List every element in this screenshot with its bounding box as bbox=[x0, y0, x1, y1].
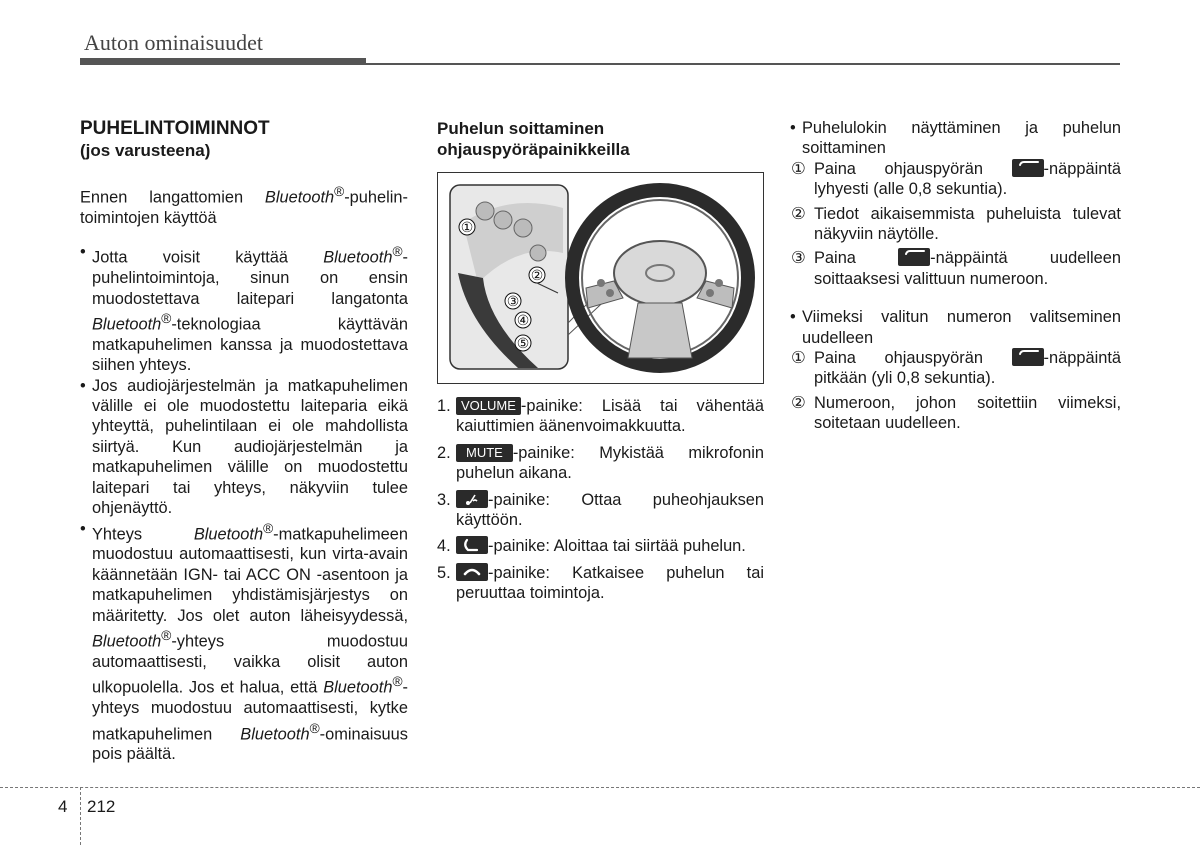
callout-4: ④ bbox=[516, 312, 530, 328]
header-bar bbox=[80, 58, 366, 65]
column-middle bbox=[437, 118, 764, 610]
call-answer-icon bbox=[1012, 348, 1044, 366]
step-item: ③ Paina -näppäintä uudelleen soittaaksesi valittuun numeroon. bbox=[791, 249, 1121, 288]
bullet-list bbox=[790, 307, 1121, 348]
list-item: 1. VOLUME -painike: Lisää tai vähentää kaiuttimien äänenvoimakkuutta. bbox=[437, 397, 764, 436]
footer-rule bbox=[0, 787, 1200, 788]
step-item: ① Paina ohjauspyörän -näppäintä pitkään (yli 0,8 sekuntia). bbox=[791, 349, 1121, 388]
list-item: • Yhteys Bluetooth®-matkapuhelimeen muodostuu automaattisesti, kun virta-avain käännetään IGN- tai ACC ON -asentoon ja matkapuhelimen yhdistämisjärjestys on määritetty. Jos olet auton läheisyydessä, Bluetooth®-yhteys muodostuu automaattisesti, vaikka olisit auton ulkopuolella. Jos et halua, että Bluetooth®-yhteys muodostuu automaattisesti, kytke matkapuhelimen Bluetooth®-ominaisuus pois päältä. bbox=[80, 519, 408, 765]
call-end-icon bbox=[456, 563, 488, 581]
voice-recognition-icon bbox=[456, 490, 488, 508]
call-answer-icon bbox=[456, 536, 488, 554]
callout-5: ⑤ bbox=[516, 335, 530, 351]
list-item: • Puhelulokin näyttäminen ja puhelun soittaminen bbox=[790, 118, 1121, 159]
step-item: ② Numeroon, johon soitettiin viimeksi, soitetaan uudelleen. bbox=[791, 393, 1121, 433]
chapter-number: 4 bbox=[58, 797, 68, 816]
list-item: • Jos audiojärjestelmän ja matkapuhelimen välille ei ole muodostettu laiteparia eikä yhteyttä, puhelintilaan ei ole mahdollista siirtyä. Kun audiojärjestelmän ja matkapuhelimen välille on muodostettu laitepari tai yhteys, näkyviin tulee ohjenäyttö. bbox=[80, 376, 408, 519]
list-item: 5. -painike: Katkaisee puhelun tai peruuttaa toimintoja. bbox=[437, 563, 764, 603]
column-right bbox=[790, 118, 1121, 438]
step-item: ② Tiedot aikaisemmista puheluista tulevat näkyviin näytölle. bbox=[791, 204, 1121, 244]
mute-key-label: MUTE bbox=[456, 444, 513, 462]
list-item: 4. -painike: Aloittaa tai siirtää puhelun. bbox=[437, 537, 746, 556]
steering-wheel-figure bbox=[437, 172, 764, 384]
section-title: PUHELINTOIMINNOT bbox=[80, 118, 270, 139]
button-list bbox=[437, 396, 764, 604]
header-rule bbox=[366, 63, 1120, 65]
callout-1: ① bbox=[460, 219, 474, 235]
steering-wheel-illustration bbox=[438, 173, 762, 382]
section-subtitle: (jos varusteena) bbox=[80, 141, 211, 160]
list-item: • Jotta voisit käyttää Bluetooth®-puhelintoimintoja, sinun on ensin muodostettava laitepari langatonta Bluetooth®-teknologiaa käyttävän matkapuhelimen kanssa ja muodostettava siihen yhteys. bbox=[80, 242, 408, 375]
list-item: 3. -painike: Ottaa puheohjauksen käyttöön. bbox=[437, 490, 764, 530]
callout-2: ② bbox=[530, 267, 544, 283]
callout-3: ③ bbox=[506, 293, 520, 309]
list-item: 2. MUTE -painike: Mykistää mikrofonin puhelun aikana. bbox=[437, 443, 764, 483]
page-number-value: 212 bbox=[87, 797, 116, 816]
page-header-title: Auton ominaisuudet bbox=[84, 30, 264, 55]
subsection-title: Puhelun soittaminen ohjauspyöräpainikkeilla bbox=[437, 119, 630, 159]
call-answer-icon bbox=[898, 248, 930, 266]
list-item: • Viimeksi valitun numeron valitseminen uudelleen bbox=[790, 307, 1121, 348]
bullet-list bbox=[790, 118, 1121, 159]
call-answer-icon bbox=[1012, 159, 1044, 177]
intro-paragraph: Ennen langattomien Bluetooth®-puhelin-toimintojen käyttöä bbox=[80, 184, 408, 227]
column-left bbox=[80, 118, 408, 765]
footer-divider bbox=[80, 787, 81, 845]
bullet-list bbox=[80, 242, 408, 765]
step-item: ① Paina ohjauspyörän -näppäintä lyhyesti (alle 0,8 sekuntia). bbox=[791, 159, 1121, 199]
volume-key-label: VOLUME bbox=[456, 397, 521, 415]
